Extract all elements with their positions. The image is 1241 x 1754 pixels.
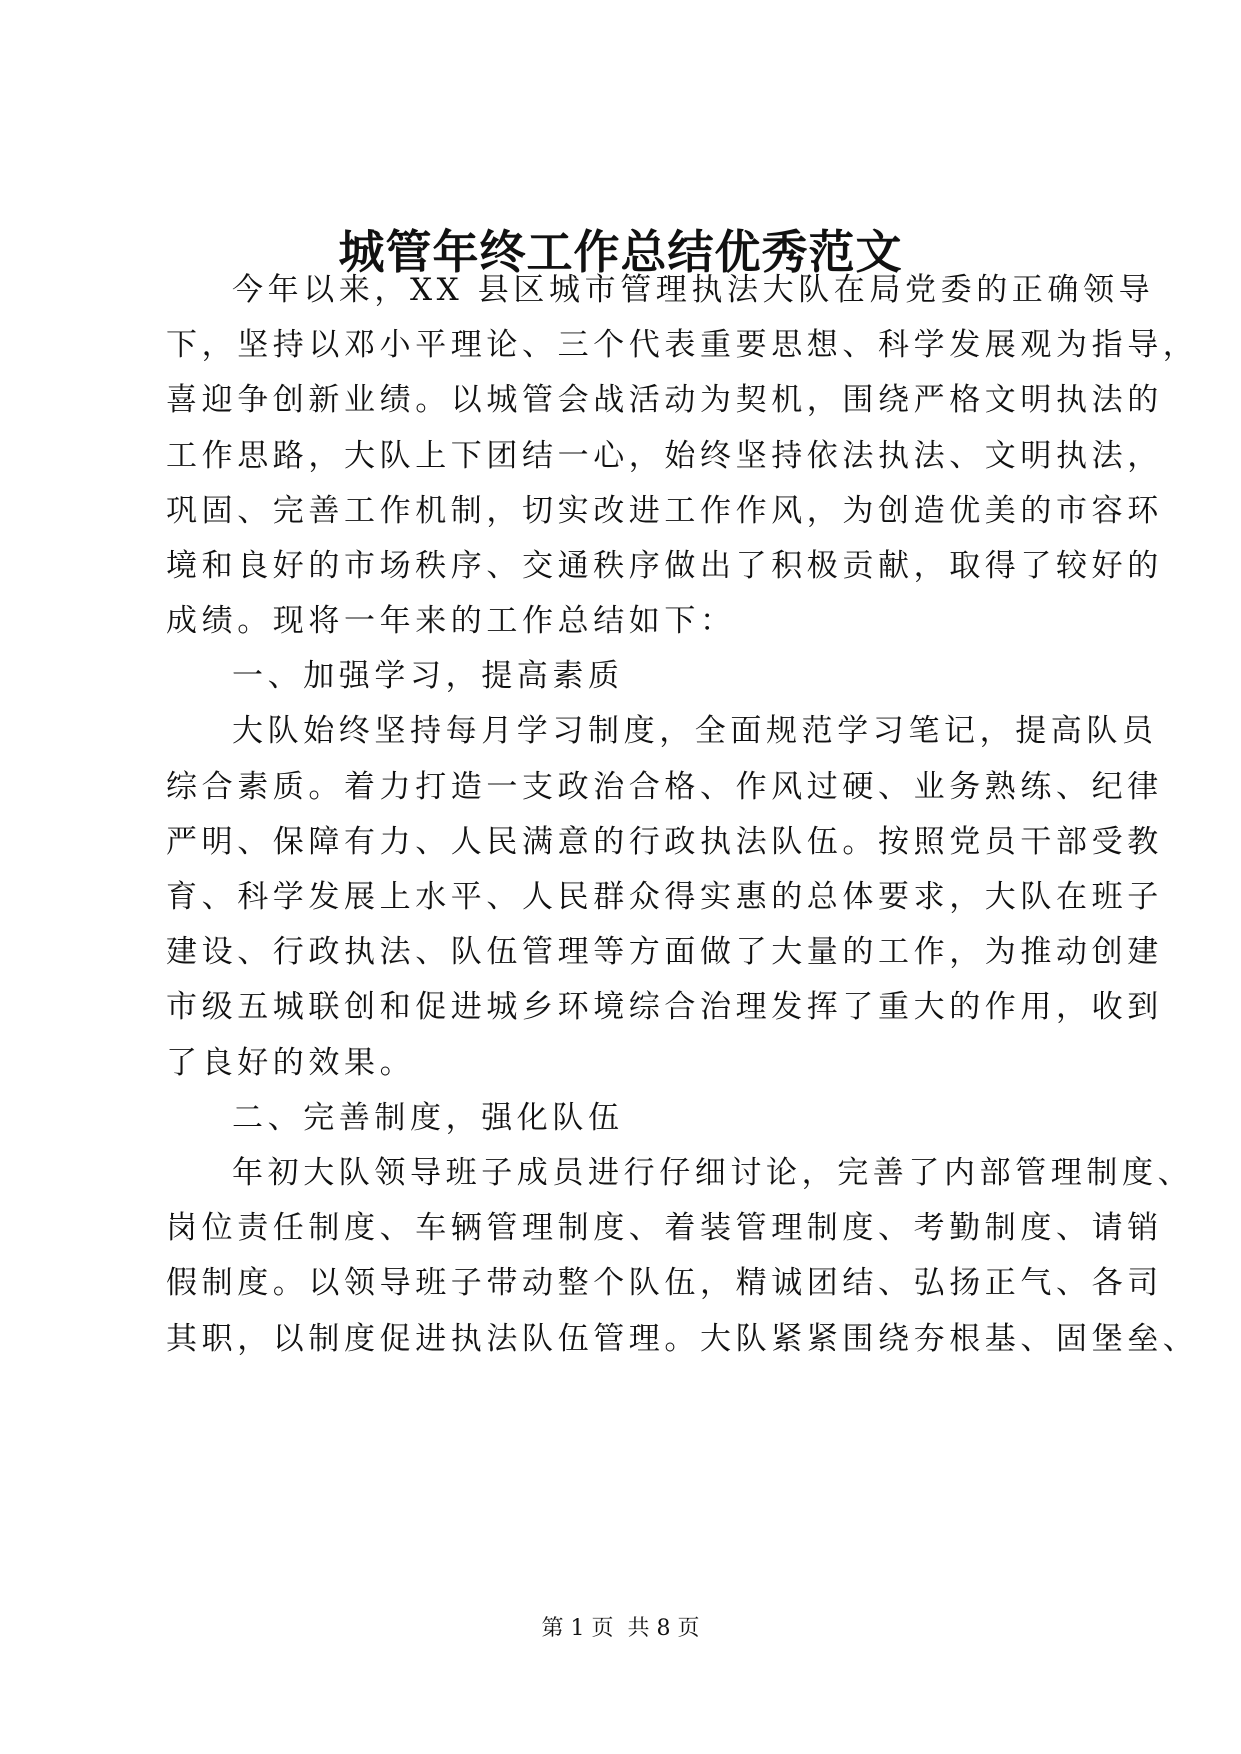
- body-line: 巩固、完善工作机制，切实改进工作作风，为创造优美的市容环: [166, 493, 1163, 529]
- section-heading: 二、完善制度，强化队伍: [232, 1100, 624, 1136]
- body-line: 今年以来，XX 县区城市管理执法大队在局党委的正确领导: [232, 272, 1155, 308]
- body-line: 下，坚持以邓小平理论、三个代表重要思想、科学发展观为指导，: [166, 327, 1199, 363]
- document-title: 城管年终工作总结优秀范文: [338, 225, 903, 279]
- body-line: 岗位责任制度、车辆管理制度、着装管理制度、考勤制度、请销: [166, 1210, 1163, 1246]
- body-line: 综合素质。着力打造一支政治合格、作风过硬、业务熟练、纪律: [166, 769, 1163, 805]
- body-line: 大队始终坚持每月学习制度，全面规范学习笔记，提高队员: [232, 713, 1158, 749]
- body-line: 育、科学发展上水平、人民群众得实惠的总体要求，大队在班子: [166, 879, 1163, 915]
- section-heading: 一、加强学习，提高素质: [232, 658, 624, 694]
- body-line: 成绩。现将一年来的工作总结如下：: [166, 603, 736, 639]
- body-line: 严明、保障有力、人民满意的行政执法队伍。按照党员干部受教: [166, 824, 1163, 860]
- body-line: 年初大队领导班子成员进行仔细讨论，完善了内部管理制度、: [232, 1155, 1194, 1191]
- body-line: 其职，以制度促进执法队伍管理。大队紧紧围绕夯根基、固堡垒、: [166, 1321, 1199, 1357]
- body-line: 境和良好的市场秩序、交通秩序做出了积极贡献，取得了较好的: [166, 548, 1163, 584]
- body-line: 工作思路，大队上下团结一心，始终坚持依法执法、文明执法，: [166, 438, 1163, 474]
- body-line: 建设、行政执法、队伍管理等方面做了大量的工作，为推动创建: [166, 934, 1163, 970]
- page-number-label: 第 1 页 共 8 页: [541, 1616, 700, 1641]
- page-footer: [0, 1614, 1241, 1644]
- body-line: 假制度。以领导班子带动整个队伍，精诚团结、弘扬正气、各司: [166, 1265, 1163, 1301]
- body-line: 了良好的效果。: [166, 1045, 416, 1081]
- body-line: 市级五城联创和促进城乡环境综合治理发挥了重大的作用，收到: [166, 989, 1163, 1025]
- body-line: 喜迎争创新业绩。以城管会战活动为契机，围绕严格文明执法的: [166, 382, 1163, 418]
